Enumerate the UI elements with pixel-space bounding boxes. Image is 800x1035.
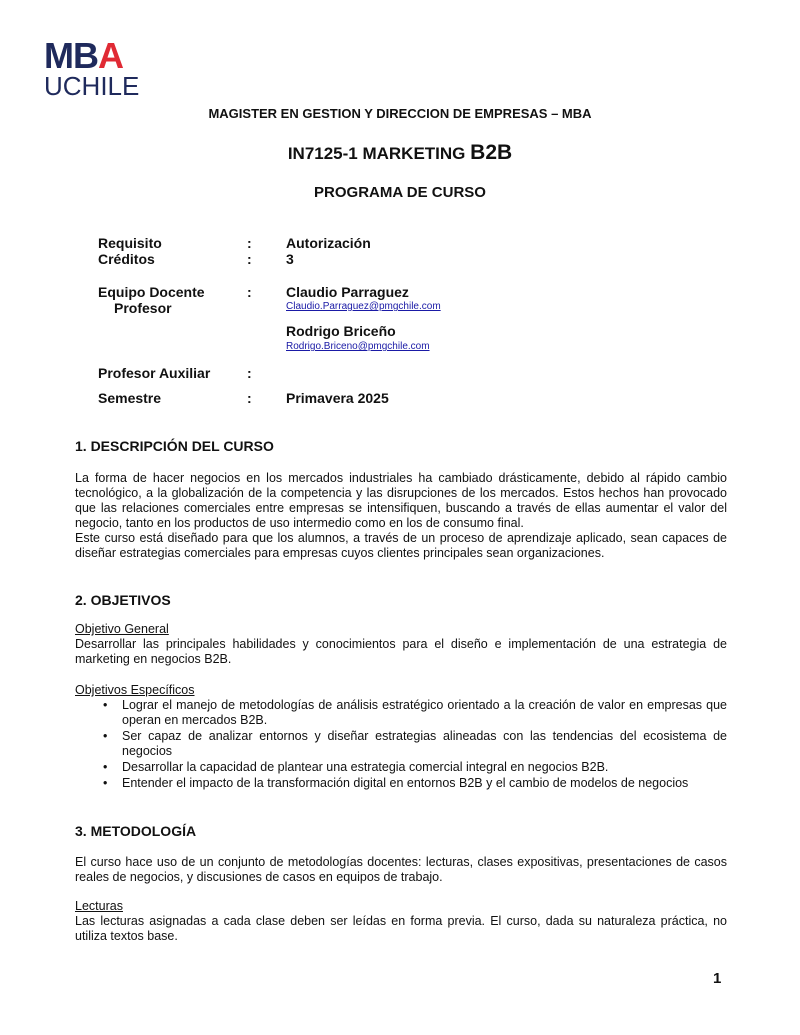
objetivo-especifico-item: Entender el impacto de la transformación digital en entornos B2B y el cambio de modelos de negocios — [122, 776, 689, 790]
creditos-label: Créditos — [98, 251, 155, 267]
requisito-value: Autorización — [286, 235, 371, 251]
teacher1-email-link[interactable]: Claudio.Parraguez@pmgchile.com — [286, 301, 441, 312]
teacher2-email-link[interactable]: Rodrigo.Briceno@pmgchile.com — [286, 341, 430, 352]
equipo-docente-label: Equipo Docente — [98, 284, 205, 300]
requisito-label: Requisito — [98, 235, 162, 251]
section-descripcion-title: 1. DESCRIPCIÓN DEL CURSO — [75, 438, 274, 454]
logo-a-text: A — [98, 35, 123, 76]
semestre-label: Semestre — [98, 390, 162, 406]
creditos-value: 3 — [286, 251, 294, 267]
lecturas-text: Las lecturas asignadas a cada clase deben ser leídas en forma previa. El curso, dada su naturaleza práctica, no utiliza textos base. — [75, 914, 727, 943]
colon: : — [247, 251, 252, 267]
profesor-label: Profesor — [114, 300, 172, 316]
metodologia-paragraph: El curso hace uso de un conjunto de metodologías docentes: lecturas, clases expositivas, presentaciones de casos reales de negocios, y discusiones de casos en equipos de trabajo. — [75, 855, 727, 884]
section-metodologia-title: 3. METODOLOGÍA — [75, 823, 197, 839]
bullet-icon: • — [103, 698, 108, 712]
lecturas-title: Lecturas — [75, 899, 123, 913]
colon: : — [247, 284, 252, 300]
bullet-icon: • — [103, 729, 108, 743]
page-number: 1 — [713, 970, 722, 987]
objetivo-especifico-item: Ser capaz de analizar entornos y diseñar estrategias alineadas con las tendencias del ecosistema de negocios — [122, 729, 727, 758]
document-subtitle: PROGRAMA DE CURSO — [314, 184, 486, 201]
objetivo-general-text: Desarrollar las principales habilidades y conocimientos para el diseño e implementación de una estrategia de marketing en negocios B2B. — [75, 637, 727, 666]
colon: : — [247, 365, 252, 381]
objetivos-especificos-title: Objetivos Específicos — [75, 683, 195, 697]
logo-uchile: UCHILE — [44, 71, 140, 101]
descripcion-paragraph-1: La forma de hacer negocios en los mercados industriales ha cambiado drásticamente, debido al rápido cambio tecnológico, a la globalización de la competencia y las disrupciones de los mercados. Estos hechos han provocado que las relaciones comerciales entre empresas se intensifiquen, buscando a través de ellas aumentar el valor del negocio, tanto en los productos de uso intermedio como en los de consumo final. — [75, 471, 727, 530]
mba-uchile-logo — [44, 35, 144, 101]
teacher1-name: Claudio Parraguez — [286, 284, 409, 300]
descripcion-paragraph-2: Este curso está diseñado para que los alumnos, a través de un proceso de aprendizaje aplicado, sean capaces de diseñar estrategias comerciales para empresas cuyos clientes principales sean organizaciones. — [75, 531, 727, 560]
semestre-value: Primavera 2025 — [286, 390, 389, 406]
bullet-icon: • — [103, 760, 108, 774]
bullet-icon: • — [103, 776, 108, 790]
course-suffix: B2B — [470, 141, 513, 164]
course-code: IN7125-1 MARKETING — [287, 144, 466, 163]
colon: : — [247, 235, 252, 251]
colon: : — [247, 390, 252, 406]
logo-mb-text: MB — [44, 35, 98, 76]
section-objetivos-title: 2. OBJETIVOS — [75, 592, 171, 608]
objetivo-especifico-item: Lograr el manejo de metodologías de análisis estratégico orientado a la creación de valor en empresas que operan en mercados B2B. — [122, 698, 727, 727]
profesor-auxiliar-label: Profesor Auxiliar — [98, 365, 211, 381]
teacher2-name: Rodrigo Briceño — [286, 323, 396, 339]
program-title: MAGISTER EN GESTION Y DIRECCION DE EMPRESAS – MBA — [208, 106, 592, 121]
logo-mba — [44, 35, 144, 76]
objetivo-especifico-item: Desarrollar la capacidad de plantear una estrategia comercial integral en negocios B2B. — [122, 760, 609, 774]
objetivo-general-title: Objetivo General — [75, 622, 169, 636]
course-title — [0, 141, 800, 165]
